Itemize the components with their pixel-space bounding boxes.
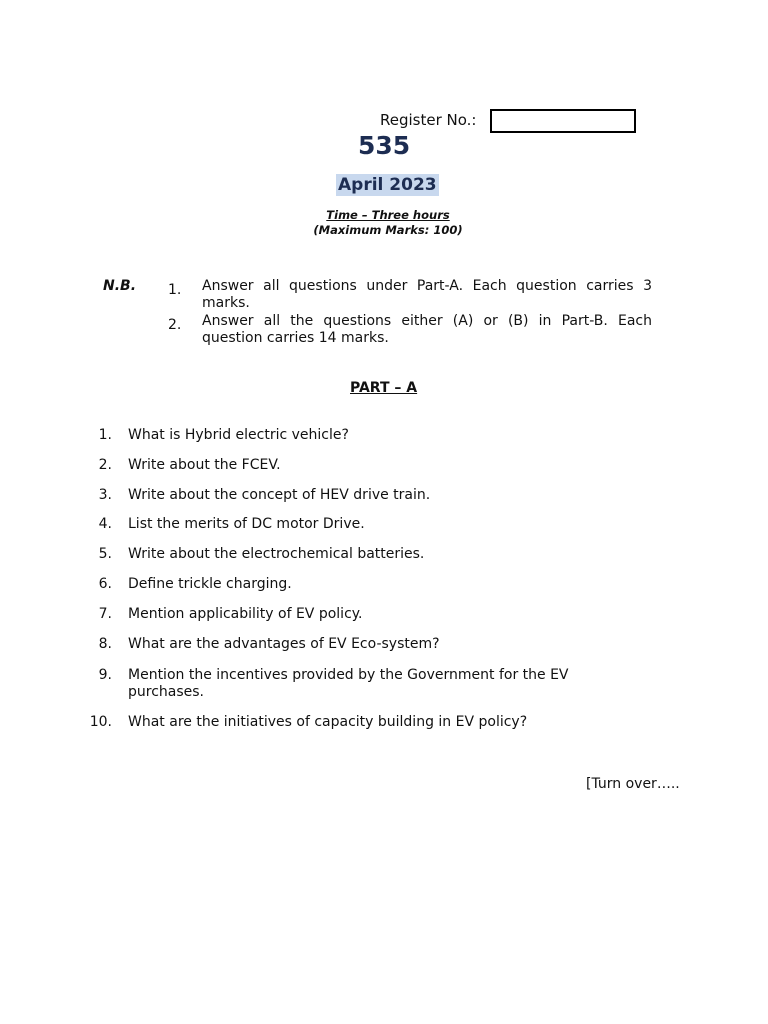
instruction-text: Answer all the questions either (A) or (B) in Part-B. Each question carries 14 marks. (202, 313, 652, 346)
question-number: 10. (89, 714, 112, 730)
question-number: 5. (98, 546, 112, 562)
question-text: What are the initiatives of capacity building in EV policy? (128, 714, 528, 730)
question-number: 2. (98, 457, 112, 473)
question-number: 1. (98, 427, 112, 443)
question-number: 8. (98, 636, 112, 652)
paper-code: 535 (358, 131, 411, 160)
register-number-label: Register No.: (380, 111, 477, 129)
exam-session: April 2023 (338, 175, 437, 195)
question-text: Write about the FCEV. (128, 457, 281, 473)
question-number: 4. (98, 516, 112, 532)
question-text: Write about the concept of HEV drive train. (128, 487, 431, 503)
instruction-text: Answer all questions under Part-A. Each question carries 3 marks. (202, 278, 652, 311)
question-text: Mention the incentives provided by the Government for the EV purchases. (128, 667, 569, 700)
question-number: 9. (98, 667, 112, 683)
register-number-box[interactable] (490, 109, 636, 133)
exam-duration: Time – Three hours (326, 208, 450, 222)
maximum-marks: (Maximum Marks: 100) (313, 223, 463, 237)
turn-over-note: [Turn over….. (586, 776, 680, 792)
question-text: List the merits of DC motor Drive. (128, 516, 365, 532)
question-text: What are the advantages of EV Eco-system? (128, 636, 440, 652)
question-number: 3. (98, 487, 112, 503)
nb-label: N.B. (103, 278, 137, 294)
question-text: Define trickle charging. (128, 576, 292, 592)
instruction-number: 1. (168, 282, 182, 298)
question-number: 6. (98, 576, 112, 592)
question-text: Write about the electrochemical batteries. (128, 546, 425, 562)
part-a-title: PART – A (350, 380, 418, 396)
question-text: What is Hybrid electric vehicle? (128, 427, 349, 443)
instruction-number: 2. (168, 317, 182, 333)
question-number: 7. (98, 606, 112, 622)
question-text: Mention applicability of EV policy. (128, 606, 363, 622)
